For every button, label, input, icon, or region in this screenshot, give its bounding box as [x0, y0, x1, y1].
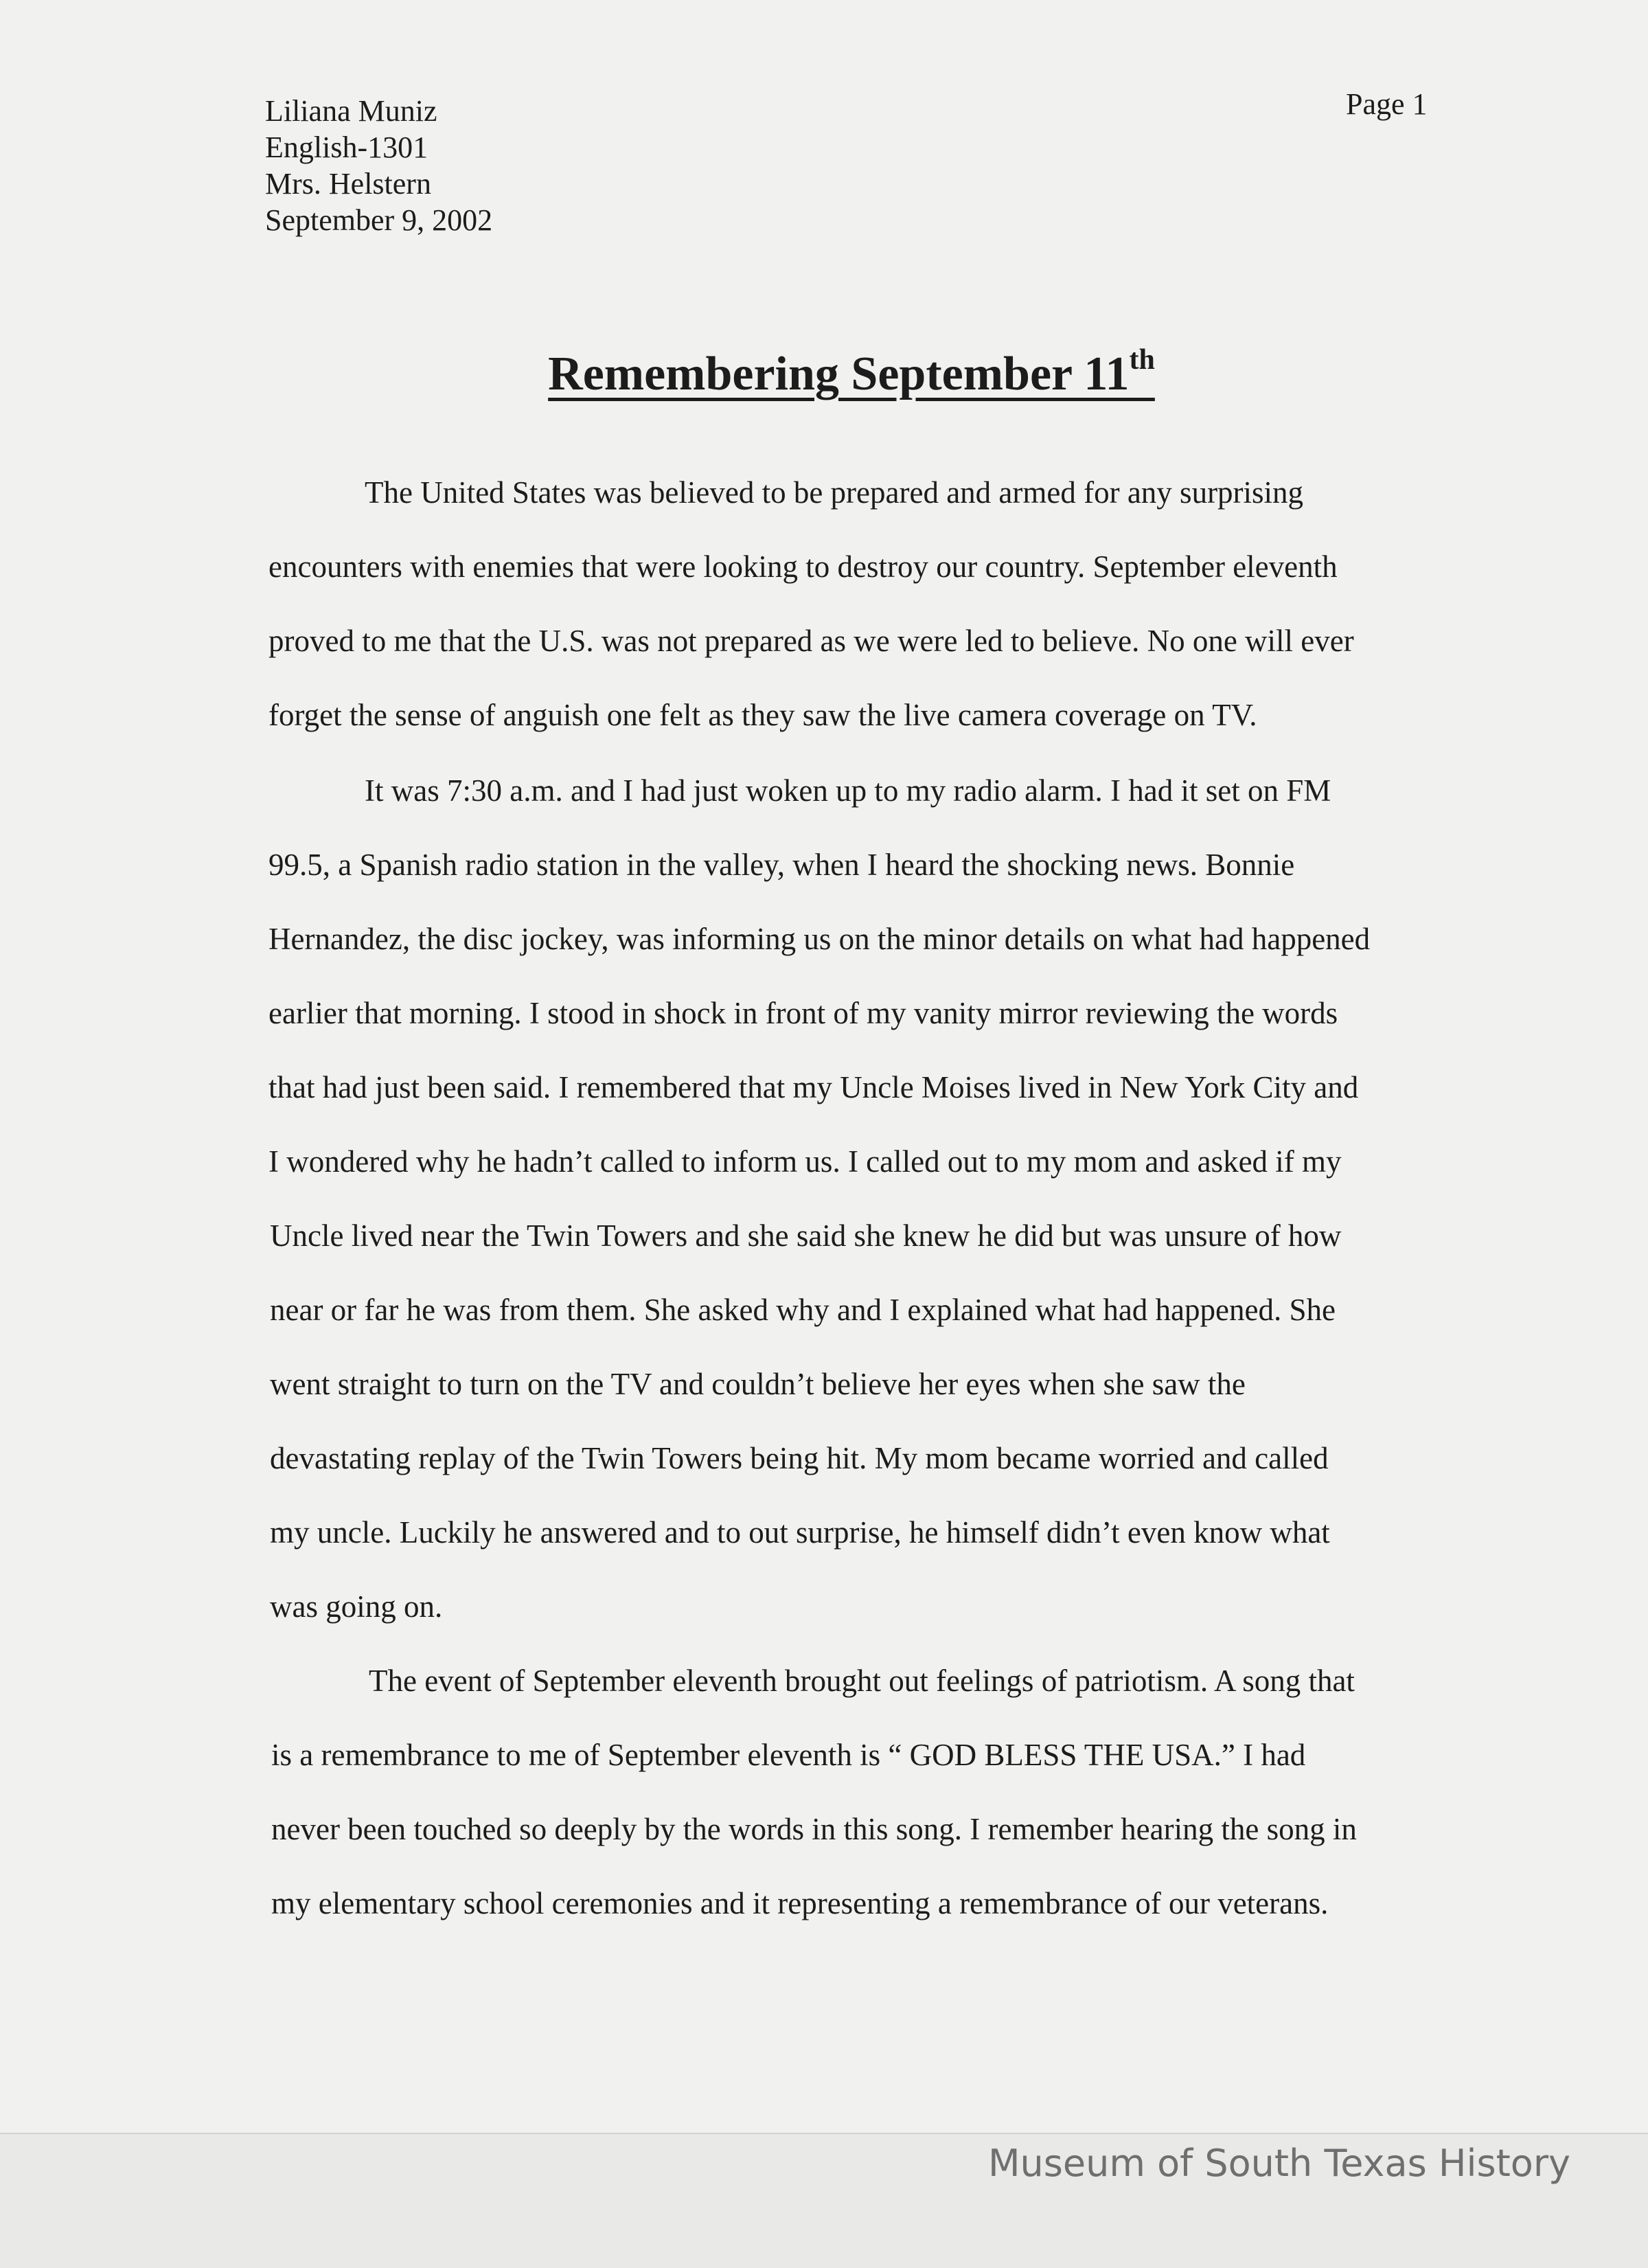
museum-watermark: Museum of South Texas History	[987, 2142, 1570, 2185]
essay-header	[265, 93, 492, 238]
body-line: encounters with enemies that were looking to destroy our country. September eleventh	[268, 549, 1338, 584]
body-line: The event of September eleventh brought out feelings of patriotism. A song that	[369, 1664, 1355, 1698]
body-line: proved to me that the U.S. was not prepared as we were led to believe. No one will ever	[268, 624, 1354, 658]
author-name: Liliana Muniz	[265, 94, 437, 128]
essay-title	[0, 343, 1648, 402]
body-line: that had just been said. I remembered that my Uncle Moises lived in New York City and	[268, 1070, 1359, 1104]
body-line: never been touched so deeply by the words in this song. I remember hearing the song in	[271, 1812, 1357, 1846]
body-line: earlier that morning. I stood in shock in front of my vanity mirror reviewing the words	[268, 996, 1338, 1030]
body-line: near or far he was from them. She asked why and I explained what had happened. She	[270, 1293, 1336, 1327]
body-line: is a remembrance to me of September eleventh is “ GOD BLESS THE USA.” I had	[271, 1738, 1306, 1772]
body-line: I wondered why he hadn’t called to inform us. I called out to my mom and asked if my	[268, 1144, 1342, 1179]
body-line: Hernandez, the disc jockey, was informing us on the minor details on what had happened	[268, 922, 1371, 956]
body-line: my uncle. Luckily he answered and to out surprise, he himself didn’t even know what	[270, 1515, 1330, 1550]
body-line: my elementary school ceremonies and it representing a remembrance of our veterans.	[271, 1886, 1329, 1920]
body-line: It was 7:30 a.m. and I had just woken up to my radio alarm. I had it set on FM	[365, 773, 1331, 808]
essay-title-superscript: th	[1129, 344, 1155, 376]
course-name: English-1301	[265, 131, 428, 164]
body-line: was going on.	[270, 1589, 443, 1624]
instructor-name: Mrs. Helstern	[265, 167, 431, 201]
essay-title-text: Remembering September 11	[548, 348, 1130, 400]
page-number: Page 1	[1346, 87, 1428, 121]
body-line: 99.5, a Spanish radio station in the valley, when I heard the shocking news. Bonnie	[268, 848, 1295, 882]
essay-date: September 9, 2002	[265, 203, 493, 237]
body-line: Uncle lived near the Twin Towers and she said she knew he did but was unsure of how	[270, 1218, 1342, 1253]
body-line: forget the sense of anguish one felt as they saw the live camera coverage on TV.	[268, 698, 1257, 732]
body-line: went straight to turn on the TV and couldn’t believe her eyes when she saw the	[270, 1367, 1246, 1401]
body-line: The United States was believed to be prepared and armed for any surprising	[365, 475, 1304, 510]
body-line: devastating replay of the Twin Towers being hit. My mom became worried and called	[270, 1441, 1329, 1475]
